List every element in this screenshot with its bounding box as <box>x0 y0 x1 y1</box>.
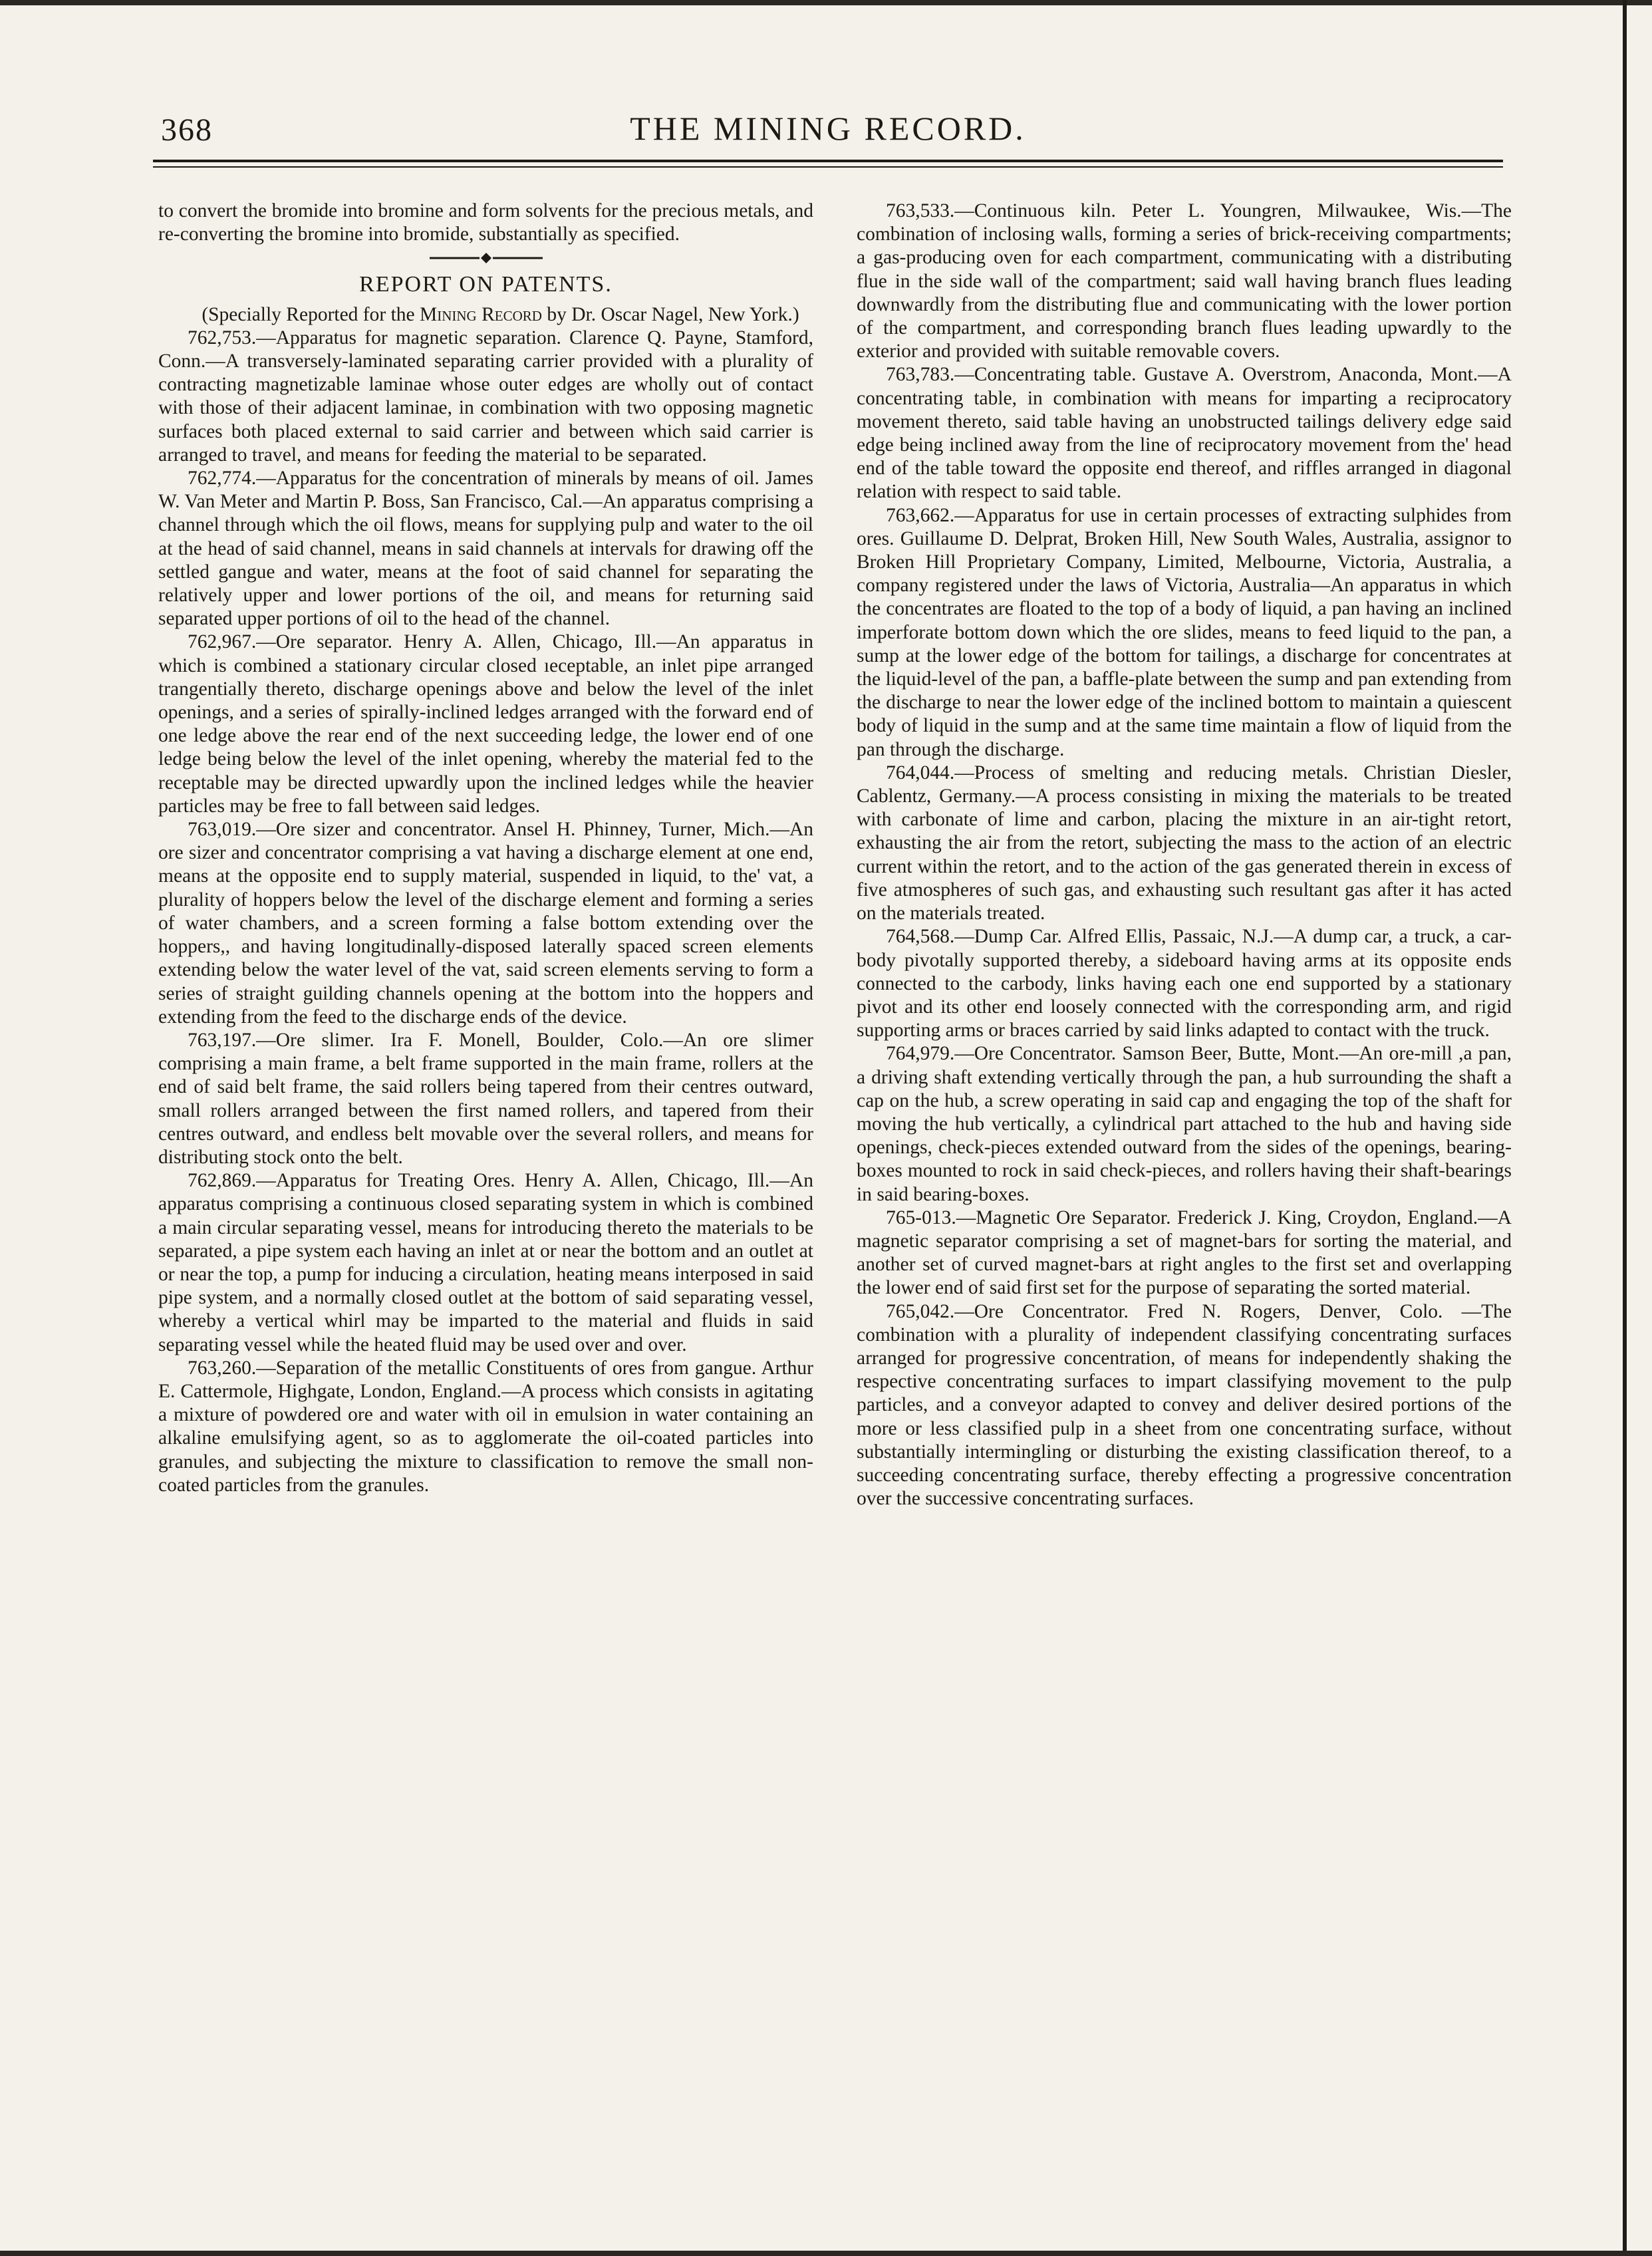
patent-entry: 763,197.—Ore slimer. Ira F. Monell, Boulder, Colo.—An ore slimer comprising a main frame, a belt frame supported in the main frame, rollers at the end of said belt frame, the said rollers being tapered from their centres outward, small rollers arranged between the first named rollers, and tapered from their centres outward, and endless belt movable over the several rollers, and means for distributing stock onto the belt. <box>158 1029 813 1168</box>
page-bottom-edge <box>0 2251 1652 2256</box>
left-column <box>158 200 813 1497</box>
patent-entry: 765-013.—Magnetic Ore Separator. Frederick J. King, Croydon, England.—A magnetic separator comprising a set of magnet-bars for sorting the material, and another set of curved magnet-bars at right angles to the first set and overlapping the lower end of said first set for the purpose of separating the sorted material. <box>857 1206 1512 1299</box>
patent-entry: 763,260.—Separation of the metallic Constituents of ores from gangue. Arthur E. Cattermole, Highgate, London, England.—A process which consists in agitating a mixture of powdered ore and water with oil in emulsion in water containing an alkaline emulsifying agent, so as to agglomerate the oil-coated particles into granules, and subjecting the mixture to classification to remove the small non-coated particles from the granules. <box>158 1357 813 1496</box>
page-number: 368 <box>161 112 213 148</box>
section-title: REPORT ON PATENTS. <box>359 272 613 297</box>
patent-entry: 763,662.—Apparatus for use in certain processes of extracting sulphides from ores. Guillaume D. Delprat, Broken Hill, New South Wales, Australia, assignor to Broken Hill Proprietary Company, Limited, Melbourne, Victoria, Australia, a company registered under the laws of Victoria, Australia—An apparatus in which the concentrates are floated to the top of a body of liquid, a pan having an inclined imperforate bottom down which the ore slides, means to feed liquid to the pan, a sump at the lower edge of the bottom for tailings, a discharge for concentrates at the liquid-level of the pan, a baffle-plate between the sump and pan extending from the discharge to near the lower edge of the inclined bottom to maintain a quiescent body of liquid in the sump and at the same time maintain a flow of liquid from the pan through the discharge. <box>857 504 1512 760</box>
patent-entry: 765,042.—Ore Concentrator. Fred N. Rogers, Denver, Colo. —The combination with a plurality of independent classifying concentrating surfaces arranged for progressive concentration, of means for independently shaking the respective concentrating surfaces to impart classifying movement to the pulp particles, and a conveyor adapted to convey and deliver desired portions of the more or less classified pulp in a sheet from one concentrating surface, without substantially intermingling or disturbing the existing classification thereof, to a succeeding concentrating surface, thereby effecting a progressive concentration over the successive concentrating surfaces. <box>857 1300 1512 1510</box>
patent-entry: 764,979.—Ore Concentrator. Samson Beer, Butte, Mont.—An ore-mill ,a pan, a driving shaft extending vertically through the pan, a hub surrounding the shaft a cap on the hub, a screw operating in said cap and engaging the top of the shaft for moving the hub vertically, a cylindrical part attached to the hub and having side openings, check-pieces extended outward from the sides of the openings, bearing-boxes mounted to rock in said check-pieces, and rollers having their shaft-bearings in said bearing-boxes. <box>857 1043 1512 1205</box>
patent-entry: 762,774.—Apparatus for the concentration of minerals by means of oil. James W. Van Meter and Martin P. Boss, San Francisco, Cal.—An apparatus comprising a channel through which the oil flows, means for supplying pulp and water to the oil at the head of said channel, means in said channels at intervals for drawing off the settled gangue and water, means at the foot of said channel for separating the relatively upper and lower portions of the oil, and means for returning said separated upper portions of oil to the head of the channel. <box>158 468 813 630</box>
header-rule <box>153 160 1503 162</box>
ornament-divider <box>430 251 543 265</box>
byline <box>158 303 813 327</box>
journal-title: THE MINING RECORD. <box>630 110 1026 147</box>
page-binding-edge <box>1623 0 1627 2256</box>
patent-entry: 762,869.—Apparatus for Treating Ores. Henry A. Allen, Chicago, Ill.—An apparatus comprising a continuous closed separating system in which is combined a main circular separating vessel, means for introducing thereto the materials to be separated, a pipe system each having an inlet at or near the bottom and an outlet at or near the top, a pump for inducing a circulation, heating means interposed in said pipe system, and a normally closed outlet at the bottom of said separating vessel, whereby a vertical whirl may be imparted to the material and fluids in said separating vessel while the heated fluid may be used over and over. <box>158 1170 813 1355</box>
header-rule-thin <box>153 166 1503 168</box>
page-header <box>153 100 1503 160</box>
patent-entry: 763,533.—Continuous kiln. Peter L. Youngren, Milwaukee, Wis.—The combination of inclosing walls, forming a series of brick-receiving compartments; a gas-producing oven for each compartment, communicating with a distributing flue in the side wall of the compartment; said wall having branch flues leading downwardly from the distributing flue and communicating with the lower portion of the compartment, and corresponding branch flues leading upwardly to the exterior and provided with suitable removable covers. <box>857 200 1512 362</box>
patent-entry: 762,753.—Apparatus for magnetic separation. Clarence Q. Payne, Stamford, Conn.—A transversely-laminated separating carrier provided with a plurality of contracting magnetizable laminae whose outer edges are wholly out of contact with those of their adjacent laminae, in combination with two opposing magnetic surfaces both placed external to said carrier and between which said carrier is arranged to travel, and means for feeding the material to be separated. <box>158 327 813 466</box>
patent-entry: 763,019.—Ore sizer and concentrator. Ansel H. Phinney, Turner, Mich.—An ore sizer and concentrator comprising a vat having a discharge element at one end, means at the opposite end to supply material, suspended in liquid, to the' vat, a plurality of hoppers below the level of the discharge element and forming a series of water chambers, and a screen forming a false bottom extending over the hoppers,, and having longitudinally-disposed laterally spaced screen elements extending below the water level of the vat, said screen elements serving to form a series of straight guilding channels opening at the bottom into the hoppers and extending from the feed to the discharge ends of the device. <box>158 819 813 1028</box>
patent-entry: 762,967.—Ore separator. Henry A. Allen, Chicago, Ill.—An apparatus in which is combined a stationary circular closed ıeceptable, an inlet pipe arranged trangentially thereto, discharge openings above and below the level of the inlet openings, and a series of spirally-inclined ledges arranged with the forward end of one ledge above the rear end of the next succeeding ledge, the lower end of one ledge being below the level of the inlet opening, whereby the material fed to the receptable may be directed upwardly upon the inclined ledges while the heavier particles may be free to fall between said ledges. <box>158 631 813 817</box>
byline-pre: (Specially Reported for the <box>202 303 415 325</box>
patent-entry: 763,783.—Concentrating table. Gustave A. Overstrom, Anaconda, Mont.—A concentrating table, in combination with means for imparting a reciprocatory movement thereto, said table having an unobstructed tailings delivery edge said edge being inclined away from the line of reciprocatory movement from the' head end of the table toward the opposite end thereof, and riffles arranged in diagonal relation with respect to said table. <box>857 364 1512 503</box>
patent-entry: 764,044.—Process of smelting and reducing metals. Christian Diesler, Cablentz, Germany.—A process consisting in mixing the materials to be treated with carbonate of lime and carbon, placing the mixture in an air-tight retort, exhausting the air from the retort, subjecting the mass to the action of an electric current within the retort, and to the action of the gas generated therein in excess of five atmospheres of such gas, and exhausting such resultant gas after it has acted on the materials treated. <box>857 762 1512 924</box>
patent-entry: 764,568.—Dump Car. Alfred Ellis, Passaic, N.J.—A dump car, a truck, a car-body pivotally supported thereby, a sideboard having arms at its opposite ends connected to the carbody, links having each one end supported by a stationary pivot and its other end loosely connected with the corresponding arm, and rigid supporting arms or braces carried by said links adapted to contact with the truck. <box>857 926 1512 1042</box>
continuation-paragraph: to convert the bromide into bromine and form solvents for the precious metals, and re-converting the bromine into bromide, substantially as specified. <box>158 200 813 245</box>
right-column <box>857 200 1512 1510</box>
byline-post: by Dr. Oscar Nagel, New York.) <box>547 303 799 325</box>
page-top-edge <box>0 0 1652 5</box>
byline-journal: Mining Record <box>420 303 542 325</box>
